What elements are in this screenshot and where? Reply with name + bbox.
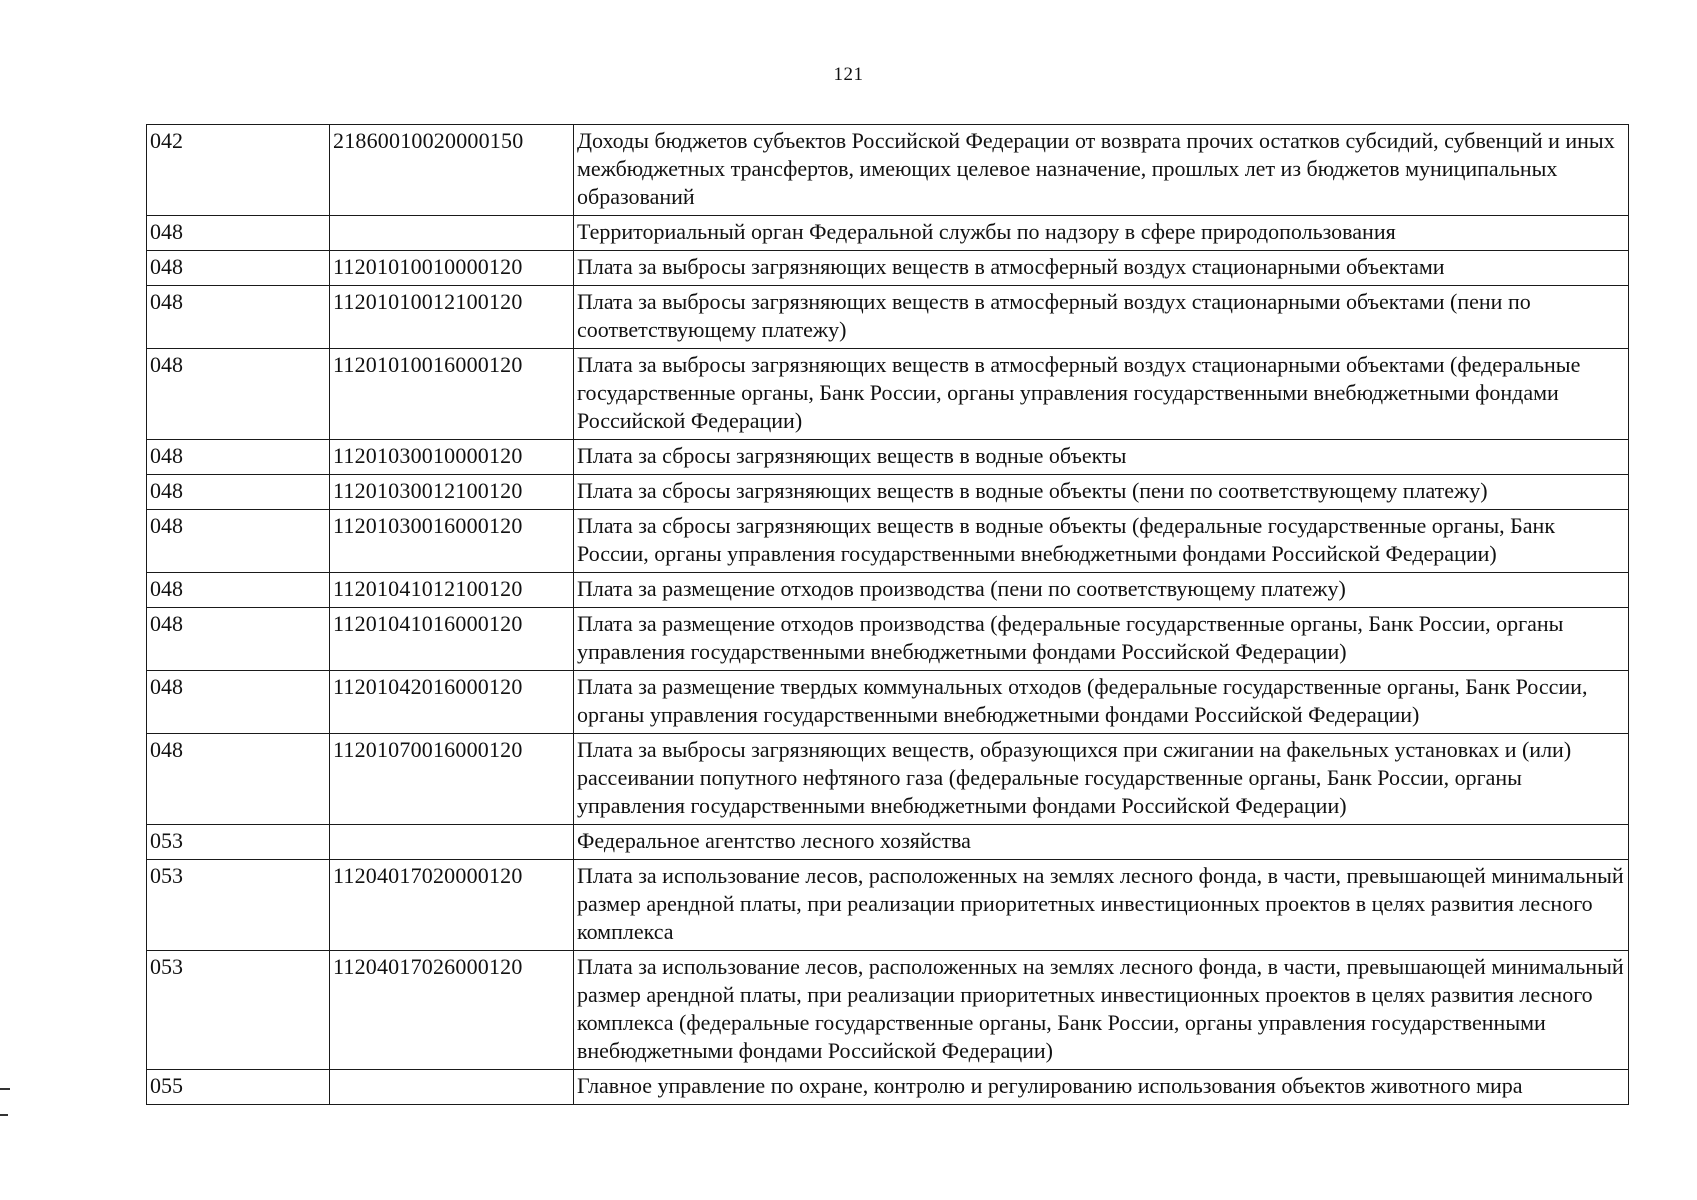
- budget-code-cell: [330, 216, 574, 251]
- description-cell: Плата за использование лесов, расположенных на землях лесного фонда, в части, превышающей минимальный размер арендной платы, при реализации приоритетных инвестиционных проектов в целях развития лесного комплекса (федеральные государственные органы, Банк России, органы управления государственными внебюджетными фондами Российской Федерации): [574, 951, 1629, 1070]
- budget-code-cell: 11201030016000120: [330, 510, 574, 573]
- admin-code-cell: 048: [147, 286, 330, 349]
- admin-code-cell: 048: [147, 734, 330, 825]
- admin-code-cell: 048: [147, 440, 330, 475]
- admin-code-cell: 048: [147, 251, 330, 286]
- admin-code-cell: 042: [147, 125, 330, 216]
- table-row: [147, 1070, 1629, 1105]
- admin-code-cell: 048: [147, 608, 330, 671]
- budget-code-cell: 11201030010000120: [330, 440, 574, 475]
- description-cell: Плата за сбросы загрязняющих веществ в водные объекты (пени по соответствующему платежу): [574, 475, 1629, 510]
- description-cell: Федеральное агентство лесного хозяйства: [574, 825, 1629, 860]
- description-cell: Плата за размещение твердых коммунальных отходов (федеральные государственные органы, Банк России, органы управления государственными внебюджетными фондами Российской Федерации): [574, 671, 1629, 734]
- admin-code-cell: 048: [147, 573, 330, 608]
- description-cell: Плата за сбросы загрязняющих веществ в водные объекты (федеральные государственные органы, Банк России, органы управления государственными внебюджетными фондами Российской Федерации): [574, 510, 1629, 573]
- table-row: [147, 671, 1629, 734]
- budget-code-cell: 11201010010000120: [330, 251, 574, 286]
- description-cell: Плата за размещение отходов производства (федеральные государственные органы, Банк России, органы управления государственными внебюджетными фондами Российской Федерации): [574, 608, 1629, 671]
- table-row: [147, 510, 1629, 573]
- budget-code-cell: 11201042016000120: [330, 671, 574, 734]
- table-body: [147, 125, 1629, 1105]
- budget-code-cell: 11201010016000120: [330, 349, 574, 440]
- scan-margin-mark: [0, 1088, 10, 1090]
- description-cell: Плата за сбросы загрязняющих веществ в водные объекты: [574, 440, 1629, 475]
- scan-margin-mark: [0, 1114, 8, 1116]
- table-row: [147, 475, 1629, 510]
- page-number: 121: [833, 64, 864, 85]
- description-cell: Плата за выбросы загрязняющих веществ в атмосферный воздух стационарными объектами (пени по соответствующему платежу): [574, 286, 1629, 349]
- table-row: [147, 349, 1629, 440]
- table-row: [147, 951, 1629, 1070]
- description-cell: Плата за размещение отходов производства (пени по соответствующему платежу): [574, 573, 1629, 608]
- admin-code-cell: 048: [147, 216, 330, 251]
- description-cell: Главное управление по охране, контролю и регулированию использования объектов животного мира: [574, 1070, 1629, 1105]
- table-row: [147, 440, 1629, 475]
- admin-code-cell: 053: [147, 825, 330, 860]
- description-cell: Плата за выбросы загрязняющих веществ в атмосферный воздух стационарными объектами: [574, 251, 1629, 286]
- budget-code-cell: [330, 825, 574, 860]
- budget-code-cell: 11204017026000120: [330, 951, 574, 1070]
- table-row: [147, 860, 1629, 951]
- table-row: [147, 216, 1629, 251]
- budget-code-cell: 11201070016000120: [330, 734, 574, 825]
- budget-code-cell: 11201030012100120: [330, 475, 574, 510]
- admin-code-cell: 053: [147, 951, 330, 1070]
- budget-code-cell: [330, 1070, 574, 1105]
- description-cell: Плата за выбросы загрязняющих веществ, образующихся при сжигании на факельных установках и (или) рассеивании попутного нефтяного газа (федеральные государственные органы, Банк России, органы управления государственными внебюджетными фондами Российской Федерации): [574, 734, 1629, 825]
- table-row: [147, 608, 1629, 671]
- admin-code-cell: 053: [147, 860, 330, 951]
- description-cell: Плата за выбросы загрязняющих веществ в атмосферный воздух стационарными объектами (федеральные государственные органы, Банк России, органы управления государственными внебюджетными фондами Российской Федерации): [574, 349, 1629, 440]
- admin-code-cell: 048: [147, 510, 330, 573]
- budget-code-cell: 11201041016000120: [330, 608, 574, 671]
- description-cell: Доходы бюджетов субъектов Российской Федерации от возврата прочих остатков субсидий, субвенций и иных межбюджетных трансфертов, имеющих целевое назначение, прошлых лет из бюджетов муниципальных образований: [574, 125, 1629, 216]
- admin-code-cell: 048: [147, 349, 330, 440]
- table-row: [147, 286, 1629, 349]
- admin-code-cell: 048: [147, 475, 330, 510]
- budget-code-cell: 11201041012100120: [330, 573, 574, 608]
- table-row: [147, 573, 1629, 608]
- description-cell: Территориальный орган Федеральной службы по надзору в сфере природопользования: [574, 216, 1629, 251]
- budget-code-cell: 11204017020000120: [330, 860, 574, 951]
- table-row: [147, 125, 1629, 216]
- admin-code-cell: 055: [147, 1070, 330, 1105]
- budget-code-cell: 21860010020000150: [330, 125, 574, 216]
- admin-code-cell: 048: [147, 671, 330, 734]
- table-row: [147, 734, 1629, 825]
- table-row: [147, 251, 1629, 286]
- budget-codes-table: [146, 124, 1629, 1105]
- table-row: [147, 825, 1629, 860]
- description-cell: Плата за использование лесов, расположенных на землях лесного фонда, в части, превышающей минимальный размер арендной платы, при реализации приоритетных инвестиционных проектов в целях развития лесного комплекса: [574, 860, 1629, 951]
- budget-code-cell: 11201010012100120: [330, 286, 574, 349]
